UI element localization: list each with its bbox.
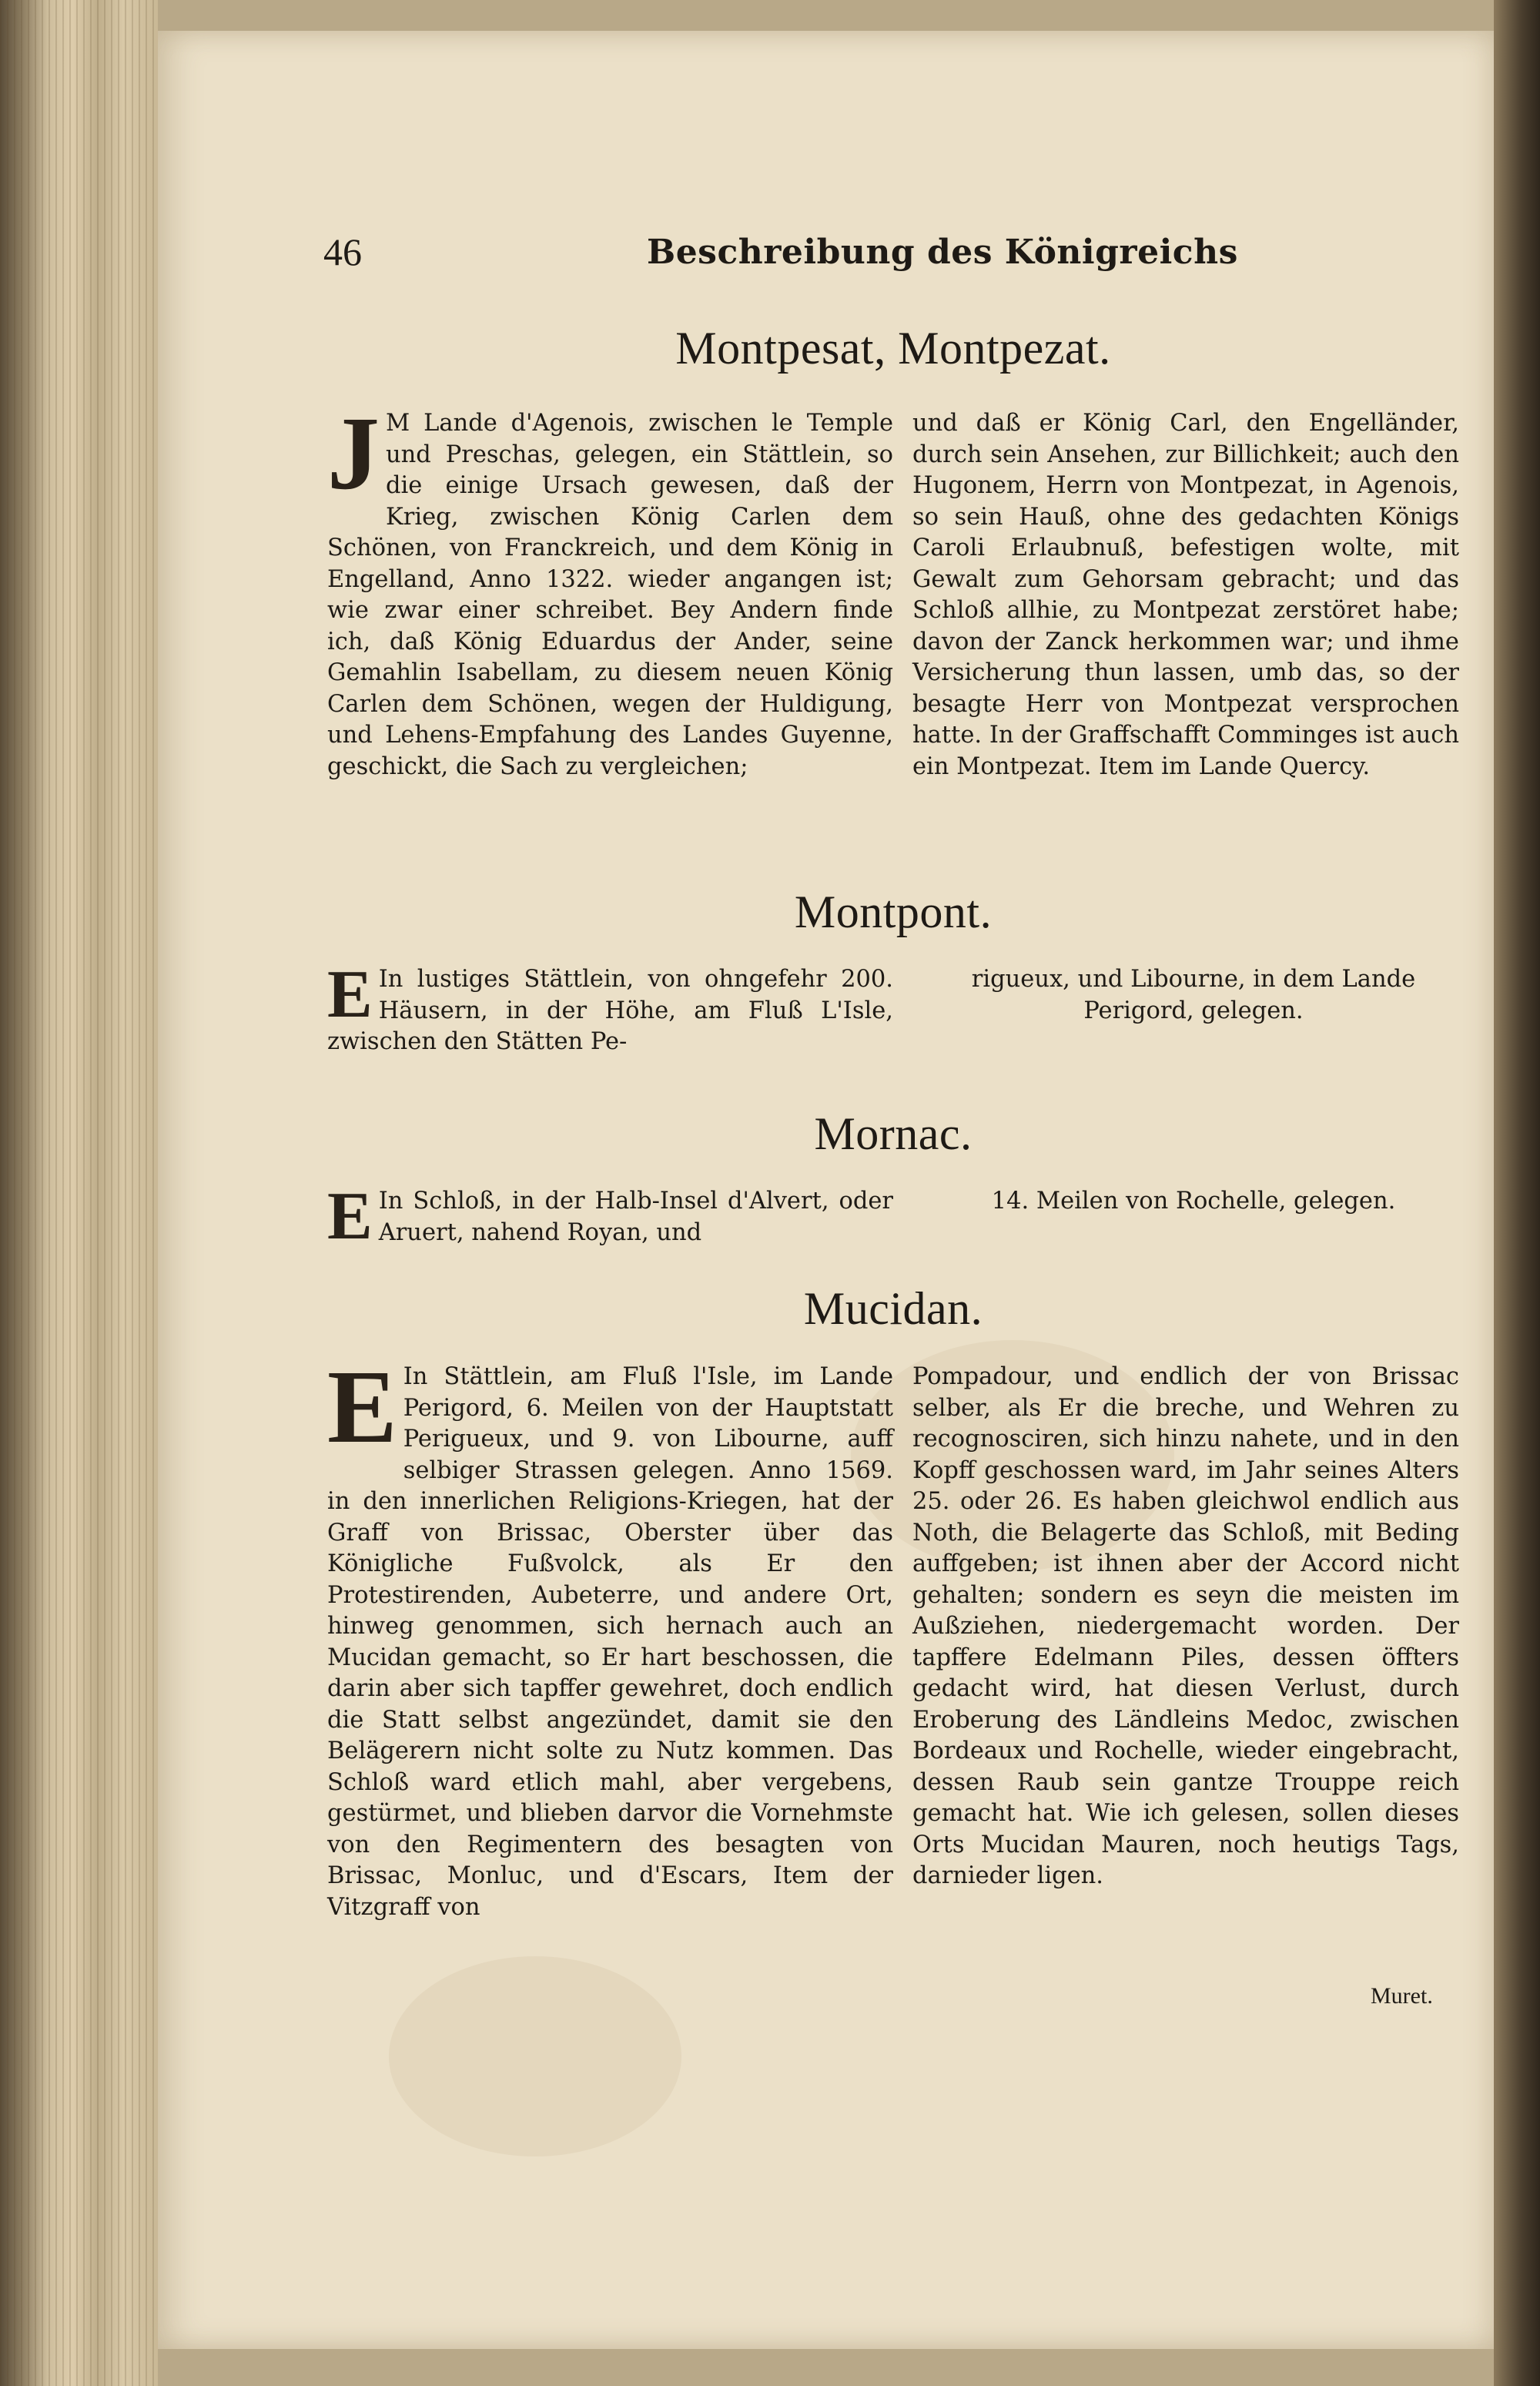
- catchword: Muret.: [1371, 1983, 1433, 2009]
- entry-heading-montpesat: Montpesat, Montpezat.: [675, 323, 1111, 374]
- entry-text-left-mucidan: [327, 1349, 893, 1923]
- running-title: Beschreibung des Königreichs: [647, 233, 1238, 272]
- drop-initial: J: [327, 396, 380, 511]
- paragraph-text: M Lande d'Agenois, zwischen le Temple und Preschas, gelegen, ein Stättlein, so die einige Ursach gewesen, daß der Krieg, zwischen König Carlen dem Schönen, von Franckreich, und dem König in Engelland, Anno 1322. wieder angangen ist; wie zwar einer schreibet. Bey Andern finde ich, daß König Eduardus der Ander, seine Gemahlin Isabellam, zu diesem neuen König Carlen dem Schönen, wegen der Huldigung, und Lehens-Empfahung des Landes Guyenne, geschickt, die Sach zu vergleichen;: [327, 410, 893, 780]
- entry-text-right-mornac: 14. Meilen von Rochelle, gelegen.: [991, 1188, 1396, 1215]
- entry-text-left-montpont: [327, 957, 893, 1058]
- entry-heading-mucidan: Mucidan.: [803, 1283, 983, 1334]
- entry-text-left-mornac: [327, 1179, 893, 1254]
- drop-initial: E: [327, 1349, 397, 1465]
- entry-heading-montpont: Montpont.: [794, 886, 993, 937]
- paragraph-text: In lustiges Stättlein, von ohngefehr 200. Häusern, in der Höhe, am Fluß L'Isle, zwischen den Stätten Pe-: [327, 966, 893, 1055]
- entry-text-right-mucidan: Pompadour, und endlich der von Brissac selber, als Er die breche, und Wehren zu recognosciren, sich hinzu nahete, und in den Kopff geschossen ward, im Jahr seines Alters 25. oder 26. Es haben gleichwol endlich aus Noth, die Belagerte das Schloß, mit Beding auffgeben; ist ihnen aber der Accord nicht gehalten; sondern es seyn die meisten im Außziehen, niedergemacht worden. Der tapffere Edelmann Piles, dessen öffters gedacht wird, hat diesen Verlust, durch Eroberung des Ländleins Medoc, zwischen Bordeaux und Rochelle, wieder eingebracht, dessen Raub sein gantze Trouppe reich gemacht hat. Wie ich gelesen, sollen dieses Orts Mucidan Mauren, noch heutigs Tags, darnieder ligen.: [912, 1363, 1459, 1889]
- entry-text-right-montpont: rigueux, und Libourne, in dem Lande Perigord, gelegen.: [971, 966, 1416, 1024]
- book-page-edges: [0, 0, 158, 2386]
- running-head: [323, 230, 1363, 291]
- drop-initial: E: [327, 1179, 373, 1254]
- paper-stain: [389, 1956, 681, 2156]
- paragraph-text: In Stättlein, am Fluß l'Isle, im Lande Perigord, 6. Meilen von der Hauptstatt Perigueux, und 9. von Libourne, auff selbiger Strassen gelegen. Anno 1569. in den innerlichen Religions-Kriegen, hat der Graff von Brissac, Oberster über das Königliche Fußvolck, als Er den Protestirenden, Aubeterre, und andere Ort, hinweg genommen, sich hernach auch an Mucidan gemacht, so Er hart beschossen, die darin aber sich tapffer gewehret, doch endlich die Statt selbst angezündet, damit sie den Belägerern nicht solte zu Nutz kommen. Das Schloß ward etlich mahl, aber vergebens, gestürmet, und blieben darvor die Vornehmste von den Regimentern des besagten von Brissac, Monluc, und d'Escars, Item der Vitzgraff von: [327, 1363, 893, 1921]
- drop-initial: E: [327, 957, 373, 1032]
- entry-text-right-montpesat: und daß er König Carl, den Engelländer, durch sein Ansehen, zur Billichkeit; auch den Hugonem, Herrn von Montpezat, in Agenois, so sein Hauß, ohne des gedachten Königs Caroli Erlaubnuß, befestigen wolte, mit Gewalt zum Gehorsam gebracht; und das Schloß allhie, zu Montpezat zerstöret habe; davon der Zanck herkommen war; und ihme Versicherung thun lassen, umb das, so der besagte Herr von Montpezat versprochen hatte. In der Graffschafft Comminges ist auch ein Montpezat. Item im Lande Quercy.: [912, 410, 1459, 780]
- page-number: 46: [323, 230, 362, 273]
- paragraph-text: In Schloß, in der Halb-Insel d'Alvert, oder Aruert, nahend Royan, und: [378, 1188, 893, 1246]
- book-binding-edge: [1494, 0, 1540, 2386]
- entry-heading-mornac: Mornac.: [814, 1108, 973, 1159]
- entry-text-left-montpesat: [327, 396, 893, 782]
